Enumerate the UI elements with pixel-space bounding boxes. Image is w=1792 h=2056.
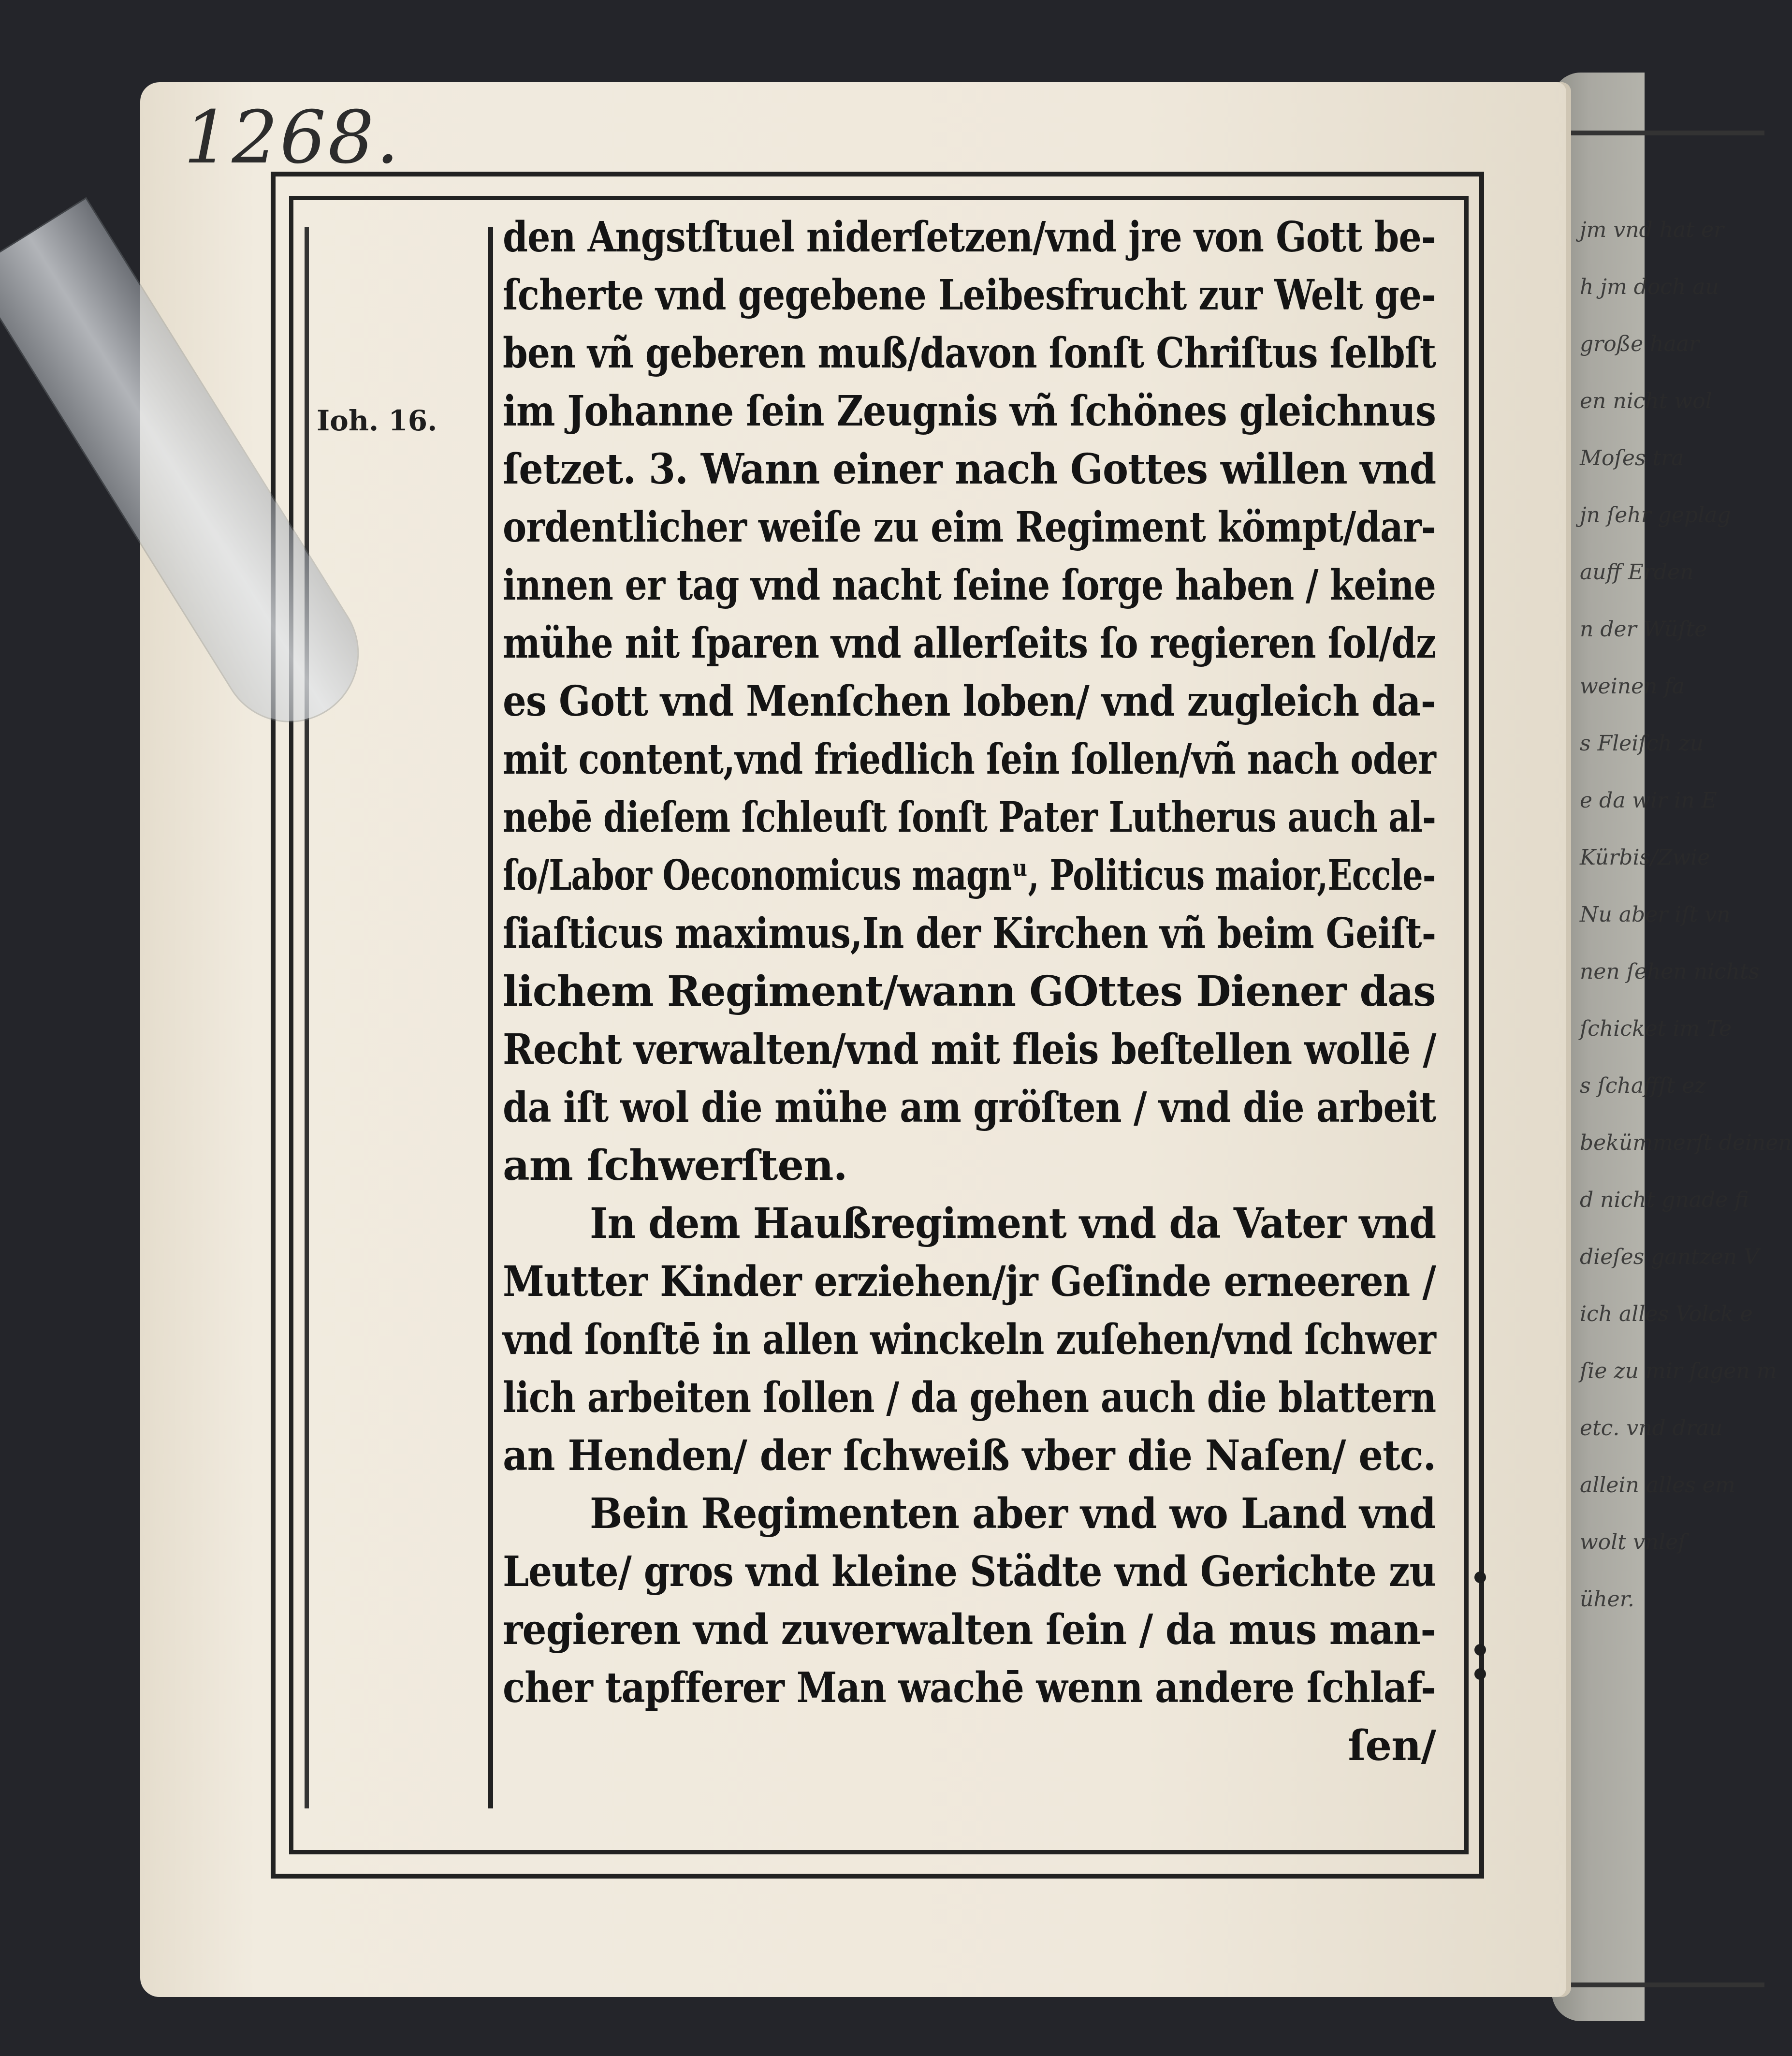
adjacent-page-line: Kürbis/Zwie	[1580, 845, 1710, 870]
text-line: regieren vnd zuverwalten ſein / da mus man-	[503, 1605, 1436, 1654]
adjacent-page-line: jn ſehr geplag	[1580, 503, 1731, 528]
text-line: nebē dieſem ſchleuſt ſonſt Pater Lutherus auch al-	[503, 793, 1436, 842]
adjacent-page-line: große haar	[1580, 332, 1699, 356]
adjacent-page-line: allein alles em	[1580, 1473, 1735, 1498]
text-line: ordentlicher weiſe zu eim Regiment kömpt/dar-	[503, 503, 1436, 552]
text-line: ſen/	[1348, 1721, 1436, 1770]
text-line: Leute/ gros vnd kleine Städte vnd Gerichte zu	[503, 1547, 1436, 1596]
text-line: Bein Regimenten aber vnd wo Land vnd	[590, 1489, 1436, 1538]
adjacent-page-line: s Fleiſch zu	[1580, 731, 1704, 756]
text-line: lichem Regiment/wann GOttes Diener das	[503, 967, 1436, 1016]
adjacent-page-line: s ſchaffſt ez	[1580, 1073, 1706, 1098]
adjacent-page-line: Moſes tra	[1580, 446, 1684, 470]
text-line: da iſt wol die mühe am gröſten / vnd die arbeit	[503, 1083, 1436, 1132]
text-line: Recht verwalten/vnd mit fleis beſtellen wollē /	[503, 1025, 1436, 1074]
text-line: an Henden/ der ſchweiß vber die Naſen/ etc.	[503, 1431, 1436, 1480]
shelfmark-annotation: 1268.	[184, 96, 401, 180]
adjacent-page-line: en nicht wol	[1580, 389, 1712, 413]
adjacent-page-line: jm vnd hat er	[1580, 218, 1724, 242]
adjacent-page-line: üher.	[1580, 1587, 1634, 1612]
adjacent-page-line: e da wir in E	[1580, 788, 1717, 813]
adjacent-page-line: h jm doch au	[1580, 275, 1719, 299]
text-line: mühe nit ſparen vnd allerſeits ſo regieren ſol/dz	[503, 619, 1436, 668]
adjacent-page-line: Nu aber iſt vn	[1580, 902, 1731, 927]
text-line: Mutter Kinder erziehen/jr Geſinde erneeren /	[503, 1257, 1436, 1306]
adjacent-page-line: n der Wüſte	[1580, 617, 1707, 642]
text-line: cher tapfferer Man wachē wenn andere ſchlaf-	[503, 1663, 1436, 1712]
text-line: ſetzet. 3. Wann einer nach Gottes willen vnd	[503, 445, 1436, 494]
text-line: ſo/Labor Oeconomicus magnᵘ, Politicus maior,Eccle-	[503, 851, 1436, 900]
text-line: den Angstſtuel niderſetzen/vnd jre von Gott be-	[503, 213, 1436, 262]
side-ornament-icon	[1474, 1567, 1494, 1808]
adjacent-page-line: ich alles Volck e	[1580, 1302, 1753, 1326]
left-margin-rule	[305, 227, 309, 1808]
adjacent-page-line: wolt vnleſ	[1580, 1530, 1686, 1555]
text-line: mit content,vnd friedlich ſein ſollen/vñ nach oder	[503, 735, 1436, 784]
text-line: vnd ſonſtē in allen winckeln zuſehen/vnd ſchwer	[503, 1315, 1436, 1364]
text-column-rule	[488, 227, 493, 1808]
text-line: im Johanne ſein Zeugnis vñ ſchönes gleichnus	[503, 387, 1436, 436]
text-line: ſiaſticus maximus,In der Kirchen vñ beim Geiſt-	[503, 909, 1436, 958]
text-line: innen er tag vnd nacht ſeine ſorge haben / keine	[503, 561, 1436, 610]
text-line: ben vñ geberen muß/davon ſonſt Chriſtus ſelbſt	[503, 329, 1436, 378]
text-line: ſcherte vnd gegebene Leibesfrucht zur Welt ge-	[503, 271, 1436, 320]
adjacent-page-line: ſie zu mir ſagen m	[1580, 1359, 1777, 1383]
adjacent-page-line: d nicht gnade fi	[1580, 1188, 1749, 1212]
adjacent-page-line: nen ſehen nichts	[1580, 959, 1760, 984]
body-text	[503, 213, 1436, 1775]
text-line: In dem Haußregiment vnd da Vater vnd	[590, 1199, 1436, 1248]
text-line: lich arbeiten ſollen / da gehen auch die blattern	[503, 1373, 1436, 1422]
adjacent-page-line: bekümmerſt deinen	[1580, 1131, 1792, 1155]
marginal-reference: Ioh. 16.	[317, 404, 437, 437]
adjacent-page-line: weinen fa	[1580, 674, 1685, 699]
adjacent-page-line: dieſes gantzen V	[1580, 1245, 1759, 1269]
text-line: am ſchwerſten.	[503, 1141, 847, 1190]
adjacent-page-line: ſchicket im Te	[1580, 1016, 1732, 1041]
text-line: es Gott vnd Menſchen loben/ vnd zugleich da-	[503, 677, 1436, 726]
adjacent-page-line: etc. vnd drau	[1580, 1416, 1723, 1440]
adjacent-page-line: auff Erden	[1580, 560, 1694, 585]
